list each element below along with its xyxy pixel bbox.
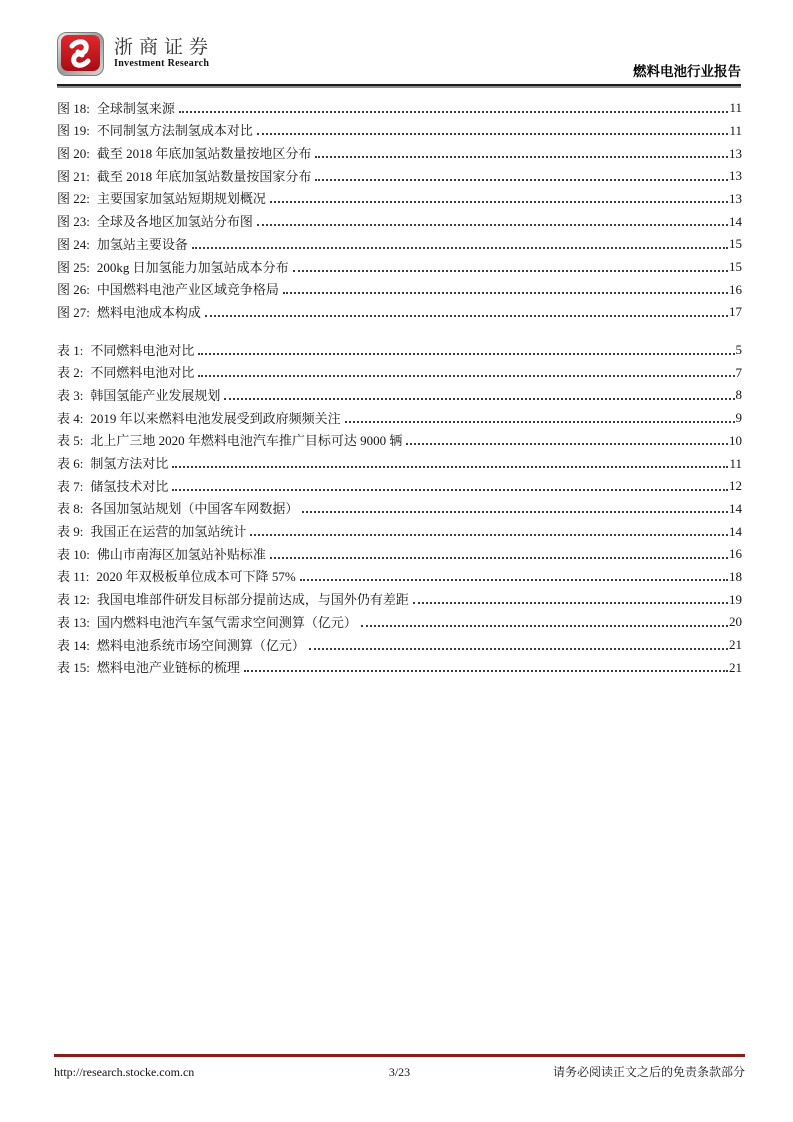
toc-entry-page: 21 xyxy=(729,659,742,675)
page-footer xyxy=(54,1054,745,1080)
toc-dot-leader xyxy=(283,292,728,294)
toc-entry-page: 11 xyxy=(729,122,742,138)
toc-dot-leader xyxy=(345,421,735,423)
toc-entry-label: 图 25: xyxy=(57,259,90,275)
toc-entry-label: 图 27: xyxy=(57,304,90,320)
toc-entry-page: 18 xyxy=(729,568,742,584)
disclaimer-note: 请务必阅读正文之后的免责条款部分 xyxy=(552,1064,745,1079)
zheshang-logo-icon xyxy=(57,32,104,76)
toc-entry[interactable] xyxy=(57,381,742,404)
toc-entry[interactable] xyxy=(57,139,742,162)
toc-entry-label: 表 9: xyxy=(57,524,84,540)
toc-entry[interactable] xyxy=(57,359,742,382)
toc-entry-title: 北上广三地 2020 年燃料电池汽车推广目标可达 9000 辆 xyxy=(90,433,403,449)
toc-entry-page: 19 xyxy=(729,591,742,607)
toc-entry-title: 不同燃料电池对比 xyxy=(90,342,195,358)
brand-name-en: Investment Research xyxy=(114,58,210,69)
toc-entry-title: 佛山市南海区加氢站补贴标准 xyxy=(96,546,266,562)
toc-entry-label: 图 19: xyxy=(57,123,90,139)
toc-entry-title: 国内燃料电池汽车氢气需求空间测算（亿元） xyxy=(96,614,357,630)
footer-divider xyxy=(54,1054,745,1057)
toc-entry-label: 图 20: xyxy=(57,146,90,162)
toc-entry-label: 图 26: xyxy=(57,282,90,298)
toc-entry-label: 表 13: xyxy=(57,614,90,630)
toc-entry-label: 表 5: xyxy=(57,433,84,449)
toc-dot-leader xyxy=(205,315,728,317)
toc-entry-page: 13 xyxy=(729,190,742,206)
toc-dot-leader xyxy=(270,201,728,203)
research-site-link[interactable]: http://research.stocke.com.cn xyxy=(54,1064,195,1079)
toc-entry[interactable] xyxy=(57,336,742,359)
toc-entry[interactable] xyxy=(57,631,742,654)
toc-entry-label: 表 1: xyxy=(57,342,84,358)
toc-entry-page: 21 xyxy=(729,637,742,652)
toc-dot-leader xyxy=(309,648,728,650)
toc-dot-leader xyxy=(250,534,728,536)
toc-dot-leader xyxy=(270,557,728,559)
toc-dot-leader xyxy=(244,670,728,672)
toc-entry[interactable] xyxy=(57,563,742,586)
toc-entry-page: 7 xyxy=(735,364,742,380)
toc-entry-page: 14 xyxy=(729,523,742,539)
footer-row xyxy=(54,1063,745,1080)
tables-toc-section xyxy=(57,336,742,676)
toc-dot-leader xyxy=(315,156,728,158)
header-divider xyxy=(57,84,741,88)
toc-entry[interactable] xyxy=(57,298,742,321)
toc-entry-label: 图 18: xyxy=(57,100,90,116)
toc-entry[interactable] xyxy=(57,117,742,140)
toc-entry-title: 2020 年双极板单位成本可下降 57% xyxy=(96,569,296,585)
toc-entry[interactable] xyxy=(57,654,742,677)
toc-dot-leader xyxy=(198,375,734,377)
toc-entry-label: 图 23: xyxy=(57,214,90,230)
toc-entry-page: 9 xyxy=(735,410,742,426)
toc-entry-label: 图 21: xyxy=(57,168,90,184)
toc-dot-leader xyxy=(315,179,728,181)
toc-dot-leader xyxy=(302,511,728,513)
toc-entry-page: 20 xyxy=(729,614,742,630)
toc-entry[interactable] xyxy=(57,427,742,450)
toc-dot-leader xyxy=(406,443,728,445)
toc-entry-label: 表 8: xyxy=(57,501,84,517)
toc-entry-page: 14 xyxy=(729,213,742,229)
toc-entry-page: 13 xyxy=(729,168,742,184)
toc-entry-title: 2019 年以来燃料电池发展受到政府频频关注 xyxy=(90,410,341,426)
toc-entry[interactable] xyxy=(57,94,742,117)
toc-entry-page: 5 xyxy=(735,342,742,358)
toc-entry[interactable] xyxy=(57,495,742,518)
brand-text xyxy=(114,38,214,70)
toc-entry[interactable] xyxy=(57,472,742,495)
toc-entry-title: 200kg 日加氢能力加氢站成本分布 xyxy=(96,259,289,275)
brand-name-cn: 浙商证券 xyxy=(114,37,215,58)
toc-entry-page: 8 xyxy=(735,387,742,403)
toc-entry-title: 韩国氢能产业发展规划 xyxy=(90,387,221,403)
toc-dot-leader xyxy=(172,489,728,491)
toc-entry-page: 12 xyxy=(729,478,742,494)
toc-entry-page: 10 xyxy=(729,432,742,448)
toc-entry-label: 表 11: xyxy=(57,569,90,585)
toc-entry-title: 全球制氢来源 xyxy=(96,100,175,116)
toc-dot-leader xyxy=(413,602,728,604)
toc-entry-title: 不同燃料电池对比 xyxy=(90,365,195,381)
toc-entry-page: 15 xyxy=(729,236,742,252)
toc-entry-title: 各国加氢站规划（中国客车网数据） xyxy=(90,501,299,517)
toc-dot-leader xyxy=(179,111,729,113)
toc-entry-page: 13 xyxy=(729,145,742,161)
toc-entry[interactable] xyxy=(57,404,742,427)
toc-entry-title: 储氢技术对比 xyxy=(90,478,169,494)
toc-entry[interactable] xyxy=(57,253,742,276)
toc-entry[interactable] xyxy=(57,162,742,185)
toc-entry-title: 我国正在运营的加氢站统计 xyxy=(90,524,247,540)
toc-entry-title: 不同制氢方法制氢成本对比 xyxy=(96,123,253,139)
toc-entry[interactable] xyxy=(57,276,742,299)
toc-entry-page: 14 xyxy=(729,500,742,516)
toc-dot-leader xyxy=(361,625,728,627)
toc-entry[interactable] xyxy=(57,185,742,208)
toc-entry-title: 制氢方法对比 xyxy=(90,456,169,471)
toc-dot-leader xyxy=(300,579,728,581)
toc-entry-title: 加氢站主要设备 xyxy=(96,236,188,252)
toc-entry-title: 燃料电池系统市场空间测算（亿元） xyxy=(96,637,305,653)
toc-entry-label: 图 22: xyxy=(57,191,90,207)
toc-entry-title: 全球及各地区加氢站分布图 xyxy=(96,214,253,230)
table-of-contents xyxy=(57,94,742,676)
toc-entry[interactable] xyxy=(57,449,742,472)
toc-entry-label: 表 7: xyxy=(57,478,84,494)
toc-entry-title: 燃料电池产业链标的梳理 xyxy=(96,660,240,676)
figures-toc-section xyxy=(57,94,742,321)
toc-entry-label: 表 6: xyxy=(57,456,84,471)
toc-entry-title: 主要国家加氢站短期规划概况 xyxy=(96,191,266,207)
toc-entry[interactable] xyxy=(57,608,742,631)
toc-entry-page: 11 xyxy=(729,100,742,116)
toc-entry-label: 表 12: xyxy=(57,592,90,608)
toc-dot-leader xyxy=(293,270,728,272)
toc-entry-page: 17 xyxy=(729,304,742,320)
toc-entry-page: 16 xyxy=(729,546,742,562)
toc-entry-page: 11 xyxy=(729,455,742,471)
toc-dot-leader xyxy=(172,466,728,468)
toc-entry-label: 表 10: xyxy=(57,546,90,562)
page-number-indicator: 3/23 xyxy=(388,1064,411,1079)
toc-entry-page: 16 xyxy=(729,281,742,297)
toc-dot-leader xyxy=(192,247,728,249)
report-category-label: 燃料电池行业报告 xyxy=(633,64,741,79)
toc-entry-title: 我国电堆部件研发目标部分提前达成，与国外仍有差距 xyxy=(96,592,409,608)
toc-entry[interactable] xyxy=(57,585,742,608)
toc-entry-label: 表 4: xyxy=(57,410,84,426)
toc-entry-label: 表 15: xyxy=(57,660,90,676)
toc-entry-label: 图 24: xyxy=(57,236,90,252)
toc-dot-leader xyxy=(198,353,734,355)
toc-entry[interactable] xyxy=(57,230,742,253)
toc-entry-title: 截至 2018 年底加氢站数量按国家分布 xyxy=(96,168,312,184)
toc-entry-label: 表 3: xyxy=(57,387,84,403)
toc-entry-title: 燃料电池成本构成 xyxy=(96,304,201,320)
toc-entry[interactable] xyxy=(57,207,742,230)
toc-dot-leader xyxy=(257,133,729,135)
toc-entry-label: 表 2: xyxy=(57,365,84,381)
toc-entry[interactable] xyxy=(57,517,742,540)
toc-dot-leader xyxy=(224,398,734,400)
toc-dot-leader xyxy=(257,224,728,226)
toc-entry-title: 中国燃料电池产业区域竞争格局 xyxy=(96,282,279,298)
toc-entry-page: 15 xyxy=(729,259,742,274)
brand-block xyxy=(57,32,214,76)
toc-entry-label: 表 14: xyxy=(57,637,90,653)
toc-entry-title: 截至 2018 年底加氢站数量按地区分布 xyxy=(96,146,312,162)
report-header xyxy=(57,26,741,88)
toc-entry[interactable] xyxy=(57,540,742,563)
